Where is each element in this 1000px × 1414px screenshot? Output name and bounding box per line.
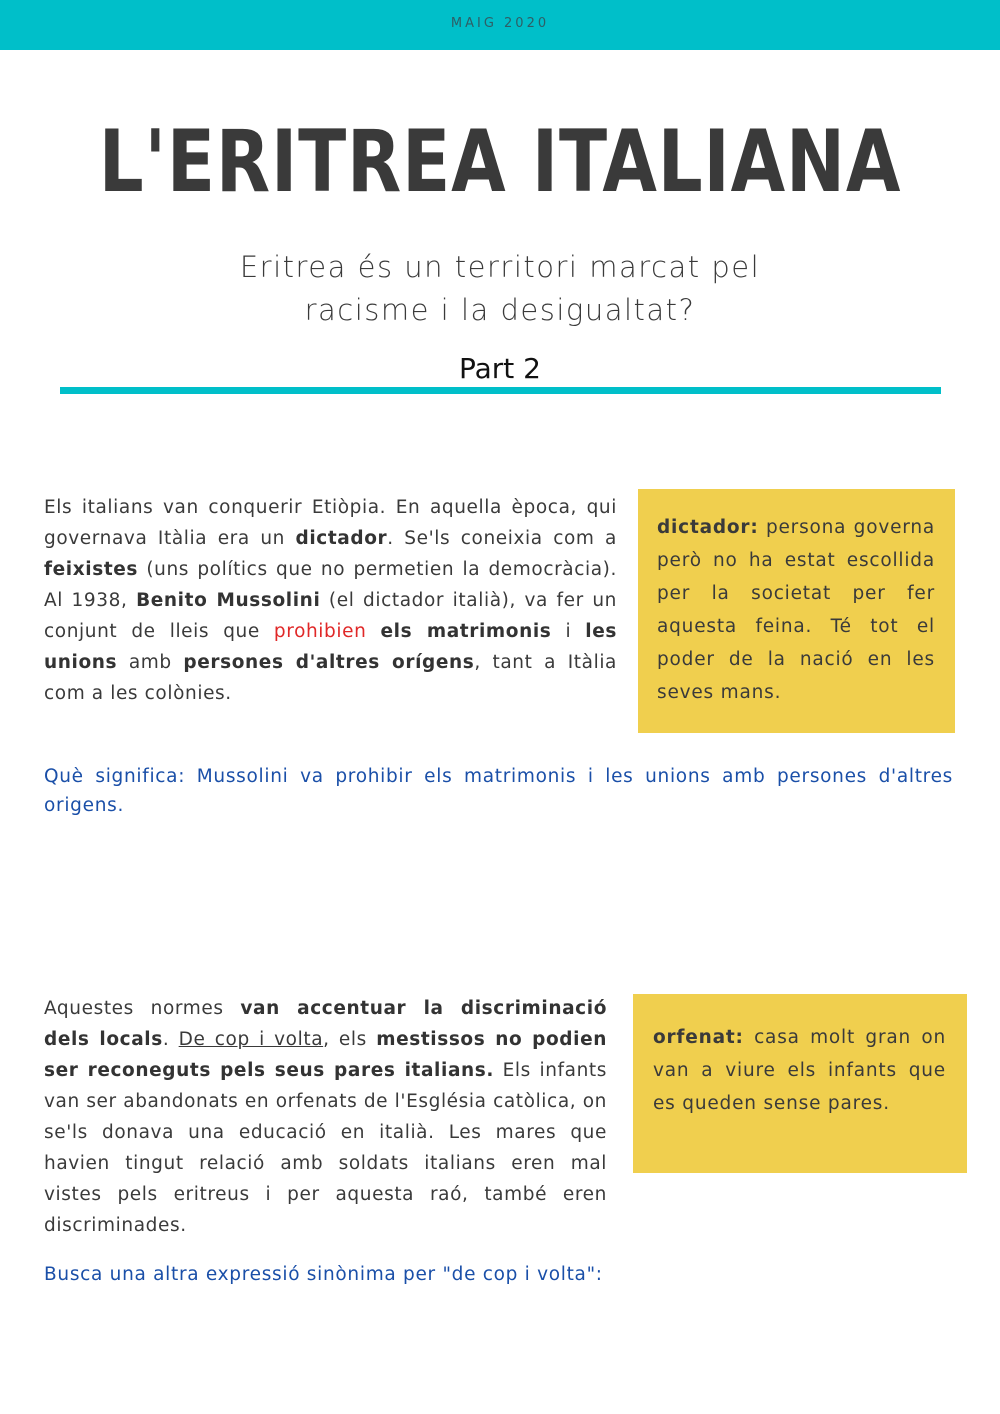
glossary-term: orfenat:: [653, 1027, 744, 1048]
text: amb: [117, 652, 184, 673]
glossary-term: dictador:: [657, 517, 759, 538]
text: [366, 621, 380, 642]
title-divider: [60, 387, 941, 394]
glossary-definition: persona governa però no ha estat escollida per la societat per fer aquesta feina. Té tot el poder de la nació en les seves mans.: [657, 517, 935, 703]
glossary-box-dictador: [638, 489, 955, 733]
subtitle-line-2: racisme i la desigualtat?: [304, 293, 696, 327]
glossary-box-orfenat: [633, 994, 967, 1173]
page-title: L'ERITREA ITALIANA: [98, 112, 902, 212]
section2-question: Busca una altra expressió sinònima per "de cop i volta":: [44, 1264, 603, 1285]
text: .: [162, 1029, 179, 1050]
bold-term: dictador: [295, 528, 388, 549]
text: , tant a Itàlia com a les colònies.: [44, 652, 617, 704]
underlined-phrase: De cop i volta: [178, 1029, 324, 1050]
text: Aquestes normes: [44, 998, 241, 1019]
glossary-definition: casa molt gran on van a viure els infants que es queden sense pares.: [653, 1027, 946, 1114]
page-subtitle: [100, 246, 900, 332]
bold-term: Benito Mussolini: [136, 590, 321, 611]
text: (el dictador italià), va fer un conjunt de lleis que: [44, 590, 618, 642]
bold-term: persones d'altres orígens: [183, 652, 475, 673]
highlight-red: prohibien: [273, 621, 367, 642]
bold-term: feixistes: [44, 559, 139, 580]
section2-paragraph: [44, 993, 607, 1241]
text: i: [551, 621, 586, 642]
section1-question: Què significa: Mussolini va prohibir els matrimonis i les unions amb persones d'altres origens.: [44, 766, 953, 816]
text: , els: [323, 1029, 377, 1050]
text: Els infants van ser abandonats en orfenats de l'Església catòlica, on se'ls donava una educació en italià. Les mares que havien tingut relació amb soldats italians eren mal vistes pels eritreus i per aquesta raó, també eren discriminades.: [44, 1060, 607, 1236]
bold-term: els matrimonis: [380, 621, 552, 642]
subtitle-line-1: Eritrea és un territori marcat pel: [239, 250, 761, 284]
text: (uns polítics que no permetien la democràcia). Al 1938,: [44, 559, 617, 611]
text: Els italians van conquerir Etiòpia. En aquella època, qui governava Itàlia era un: [44, 497, 617, 549]
part-label: Part 2: [459, 352, 541, 385]
bold-term: les unions: [44, 621, 617, 673]
header-date: MAIG 2020: [450, 16, 550, 31]
bold-term: mestissos no podien ser reconeguts pels seus pares italians.: [44, 1029, 607, 1081]
section1-paragraph: [44, 492, 617, 709]
text: . Se'ls coneixia com a: [387, 528, 617, 549]
bold-term: van accentuar la discriminació dels locals: [44, 998, 608, 1050]
